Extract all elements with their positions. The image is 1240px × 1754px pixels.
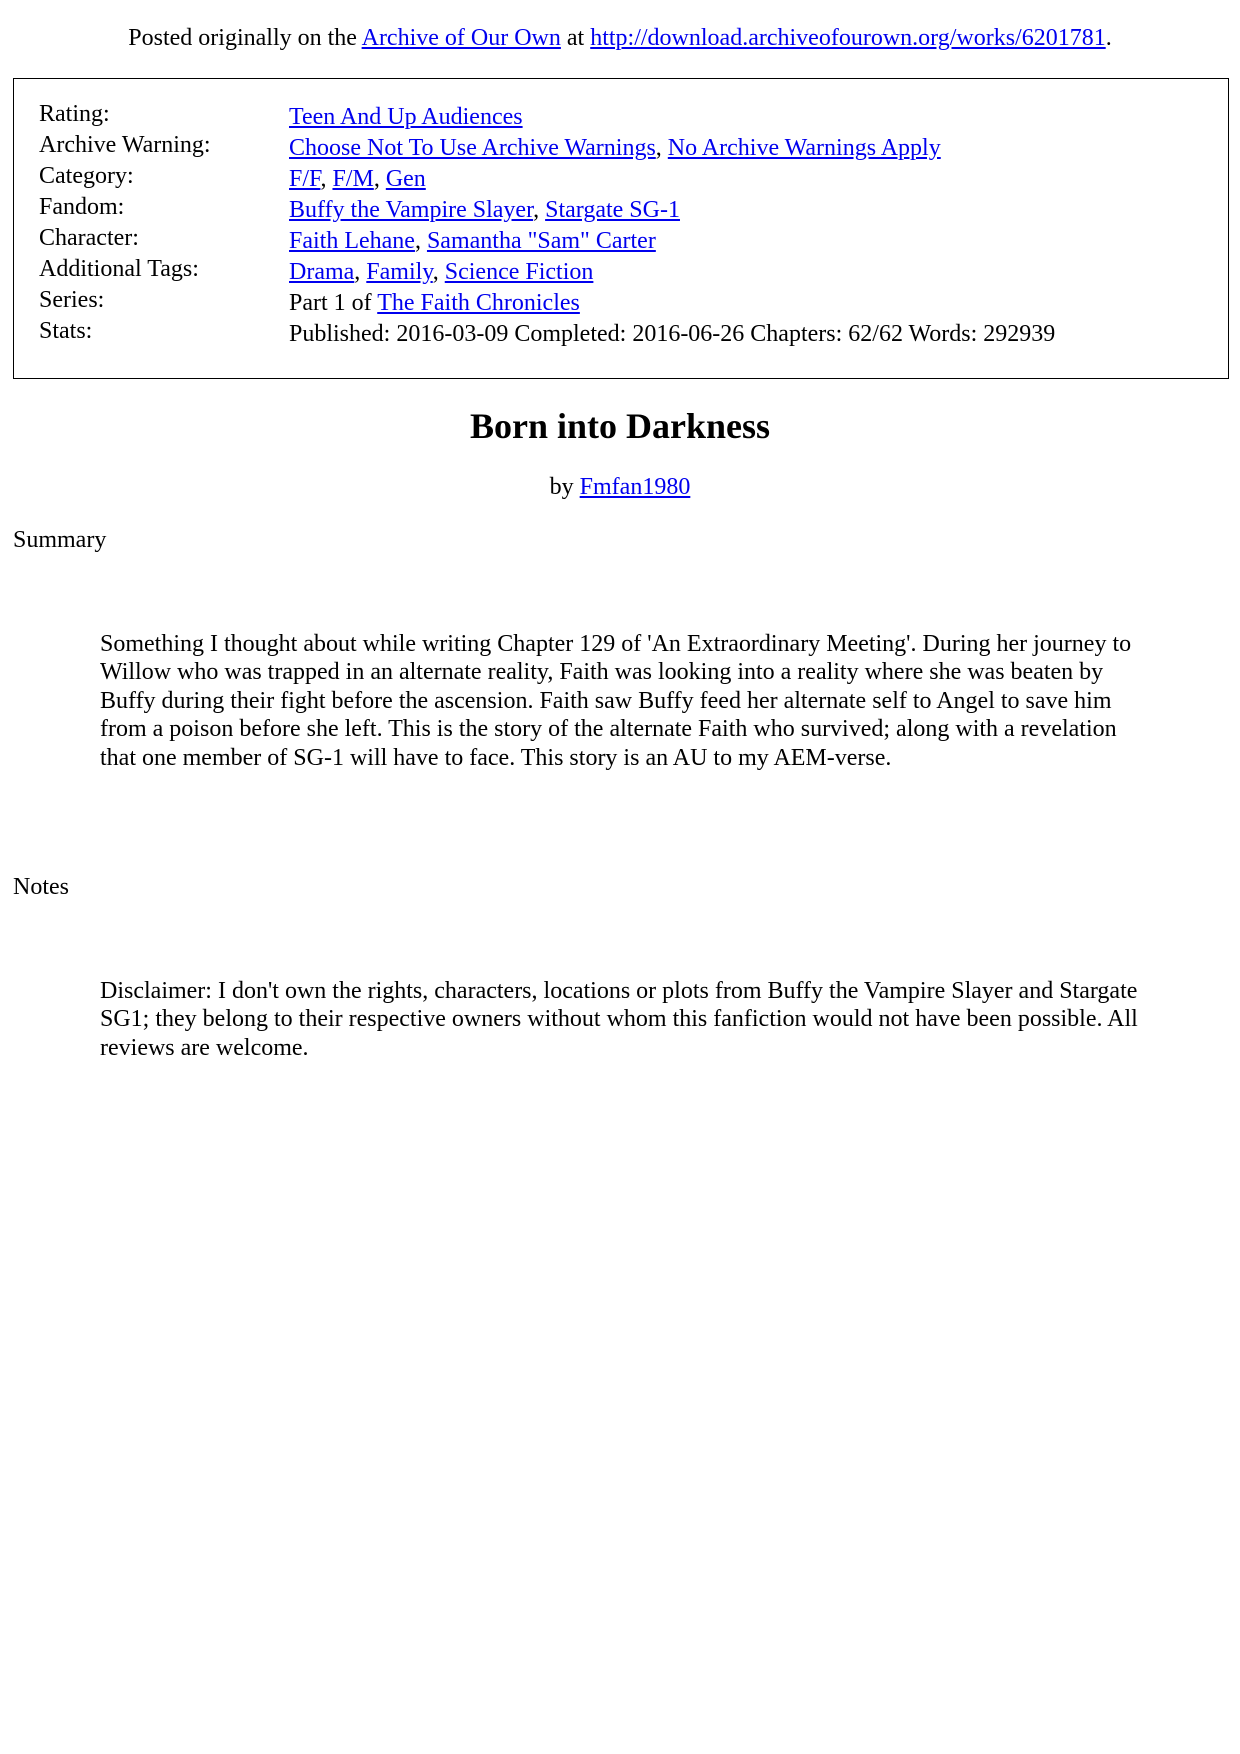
meta-value-rating bbox=[289, 102, 523, 133]
meta-label-additional-tags: Additional Tags: bbox=[39, 256, 199, 282]
archive-link[interactable]: Archive of Our Own bbox=[361, 25, 561, 51]
tag-link[interactable]: Choose Not To Use Archive Warnings bbox=[289, 135, 656, 161]
summary-text: Something I thought about while writing Chapter 129 of 'An Extraordinary Meeting'. During her journey to Willow who was trapped in an alternate reality, Faith was looking into a reality where she was beaten by Buffy during their fight before the ascension. Faith saw Buffy feed her alternate self to Angel to save him from a poison before she left. This is the story of the alternate Faith who survived; along with a revelation that one member of SG-1 will have to face. This story is an AU to my AEM-verse. bbox=[100, 631, 1132, 771]
meta-row-series bbox=[14, 288, 1228, 319]
tag-link[interactable]: Teen And Up Audiences bbox=[289, 104, 523, 130]
meta-value-character: Faith Lehane, Samantha "Sam" Carter bbox=[289, 228, 656, 254]
meta-row-rating bbox=[14, 102, 1228, 133]
meta-value-archive-warning: Choose Not To Use Archive Warnings, No Archive Warnings Apply bbox=[289, 135, 941, 161]
work-metadata-box bbox=[13, 78, 1229, 379]
meta-row-additional-tags bbox=[14, 257, 1228, 288]
posted-originally-line bbox=[0, 21, 1240, 55]
tag-link[interactable]: Faith Lehane bbox=[289, 228, 415, 254]
author-link[interactable]: Fmfan1980 bbox=[579, 474, 691, 500]
byline bbox=[0, 470, 1240, 504]
notes-text: Disclaimer: I don't own the rights, characters, locations or plots from Buffy the Vampire Slayer and Stargate SG1; they belong to their respective owners without whom this fanfiction would not have been possible. All reviews are welcome. bbox=[100, 978, 1138, 1061]
meta-label-character: Character: bbox=[39, 225, 139, 251]
meta-value-category: F/F, F/M, Gen bbox=[289, 166, 426, 192]
meta-row-stats bbox=[14, 319, 1228, 350]
tag-link[interactable]: Family bbox=[366, 259, 433, 285]
meta-value-stats: Published: 2016-03-09 Completed: 2016-06-26 Chapters: 62/62 Words: 292939 bbox=[289, 321, 1056, 347]
tag-link[interactable]: Gen bbox=[385, 166, 426, 192]
byline-prefix: by bbox=[549, 474, 580, 500]
tag-link[interactable]: Drama bbox=[289, 259, 355, 285]
meta-row-category bbox=[14, 164, 1228, 195]
meta-label-stats: Stats: bbox=[39, 318, 93, 344]
tag-link[interactable]: Samantha "Sam" Carter bbox=[426, 228, 656, 254]
tag-link[interactable]: Buffy the Vampire Slayer bbox=[289, 197, 534, 223]
posted-middle: at bbox=[560, 25, 591, 51]
tag-link[interactable]: Stargate SG-1 bbox=[545, 197, 680, 223]
meta-label-rating: Rating: bbox=[39, 101, 110, 127]
meta-value-series bbox=[289, 288, 580, 319]
series-prefix: Part 1 of bbox=[289, 290, 378, 316]
meta-label-fandom: Fandom: bbox=[39, 194, 125, 220]
posted-prefix: Posted originally on the bbox=[128, 25, 362, 51]
series-link[interactable]: The Faith Chronicles bbox=[377, 290, 580, 316]
work-url-link[interactable]: http://download.archiveofourown.org/works/6201781 bbox=[590, 25, 1106, 51]
meta-label-series: Series: bbox=[39, 287, 105, 313]
meta-label-category: Category: bbox=[39, 163, 134, 189]
work-title: Born into Darkness bbox=[469, 406, 771, 446]
meta-row-fandom bbox=[14, 195, 1228, 226]
meta-row-archive-warning bbox=[14, 133, 1228, 164]
notes-heading: Notes bbox=[13, 874, 69, 900]
meta-value-fandom: Buffy the Vampire Slayer, Stargate SG-1 bbox=[289, 197, 680, 223]
tag-link[interactable]: No Archive Warnings Apply bbox=[667, 135, 941, 161]
posted-suffix: . bbox=[1105, 25, 1112, 51]
tag-link[interactable]: F/F bbox=[289, 166, 321, 192]
tag-link[interactable]: Science Fiction bbox=[444, 259, 594, 285]
meta-label-archive-warning: Archive Warning: bbox=[39, 132, 211, 158]
tag-link[interactable]: F/M bbox=[332, 166, 374, 192]
meta-row-character bbox=[14, 226, 1228, 257]
summary-heading: Summary bbox=[13, 527, 107, 553]
meta-value-additional-tags: Drama, Family, Science Fiction bbox=[289, 259, 594, 285]
